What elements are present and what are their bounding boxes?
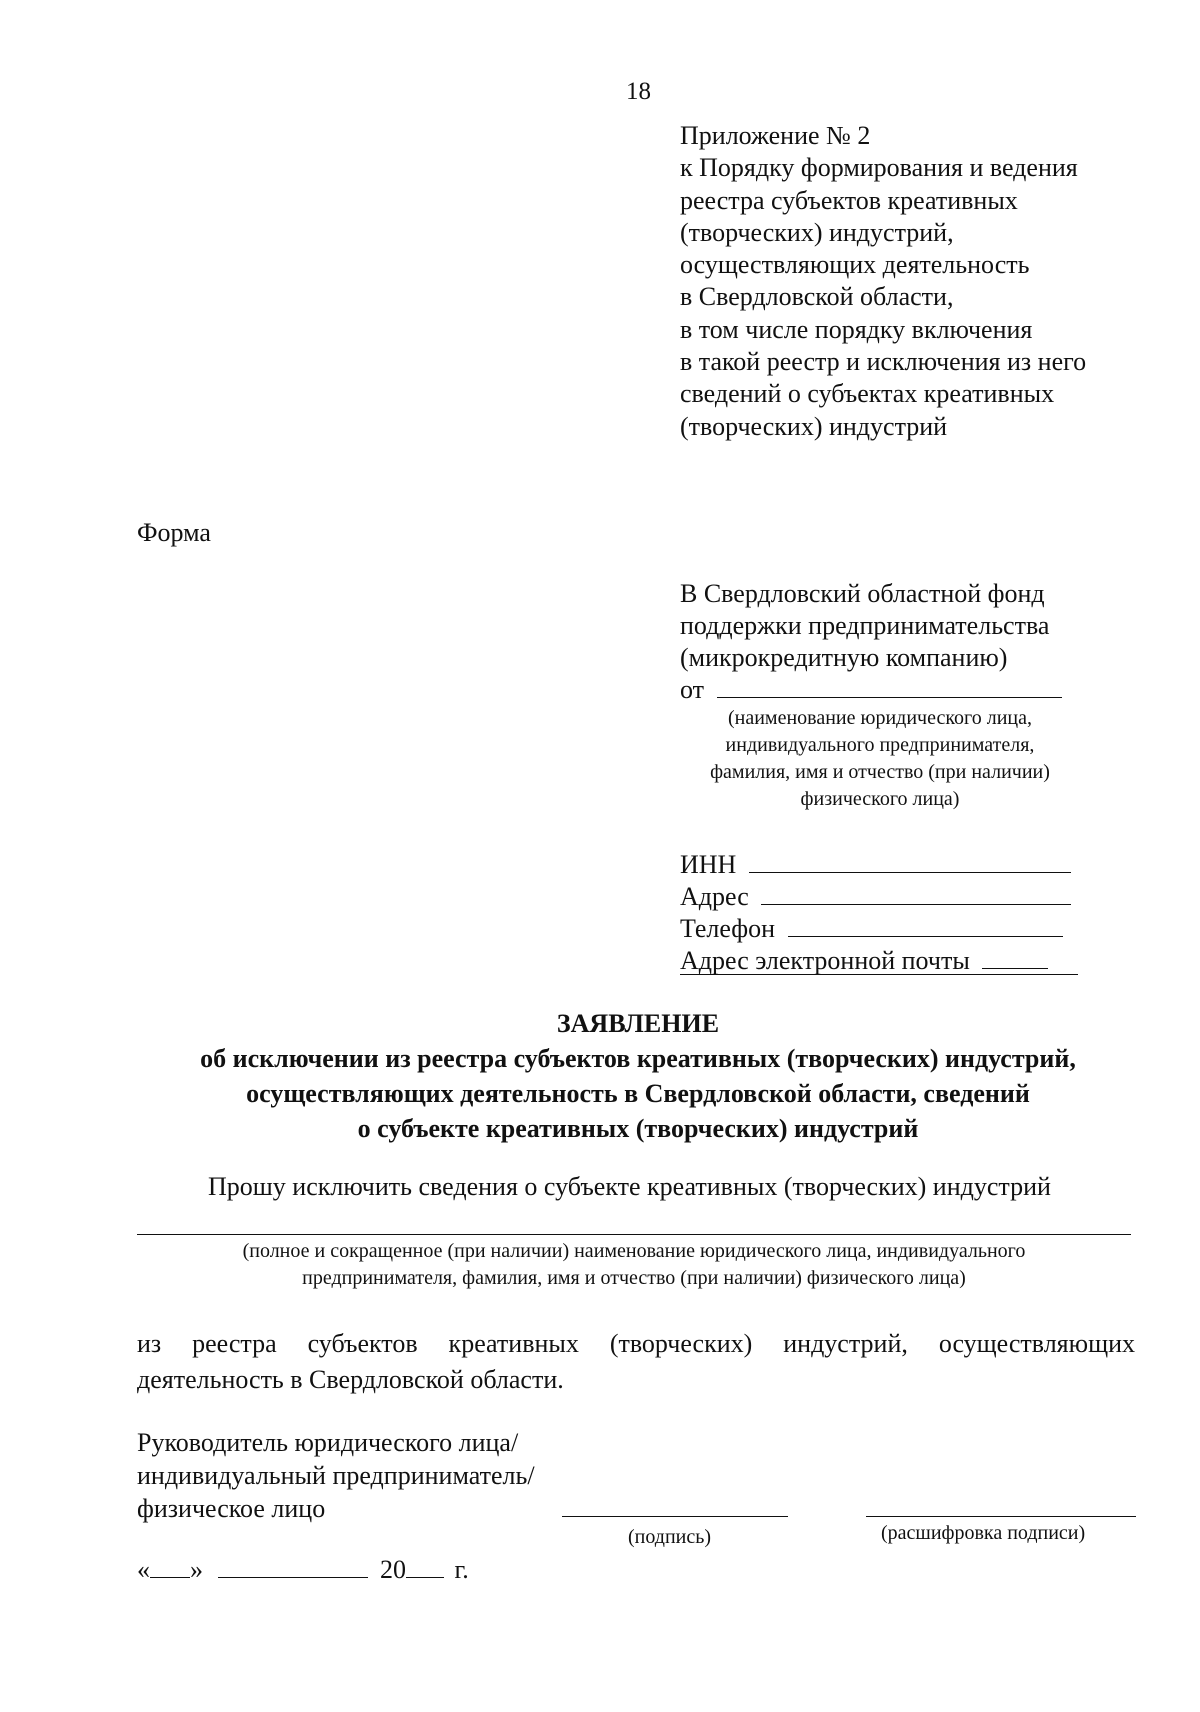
inn-field[interactable] — [749, 850, 1071, 873]
from-note-line: индивидуального предпринимателя, — [725, 734, 1035, 756]
from-note — [680, 705, 1080, 813]
signatory-line: индивидуальный предприниматель/ — [137, 1461, 535, 1490]
phone-field[interactable] — [788, 914, 1063, 937]
phone-label: Телефон — [680, 914, 776, 943]
from-note-line: (наименование юридического лица, — [727, 707, 1033, 729]
annex-line: сведений о субъектах креативных — [680, 379, 1055, 409]
addressee-line: поддержки предпринимательства — [680, 611, 1050, 640]
inn-label: ИНН — [680, 850, 737, 879]
addressee-line: В Свердловский областной фонд — [680, 579, 1045, 608]
email-field[interactable] — [982, 946, 1048, 969]
email-field-continuation[interactable] — [680, 974, 1078, 975]
signature-field[interactable] — [562, 1516, 788, 1517]
title-line: о субъекте креативных (творческих) индустрий — [357, 1114, 919, 1143]
from-field[interactable] — [717, 675, 1062, 698]
form-label: Форма — [137, 518, 211, 547]
address-label: Адрес — [680, 882, 749, 911]
title-line: об исключении из реестра субъектов креативных (творческих) индустрий, — [200, 1044, 1076, 1073]
annex-line: в Свердловской области, — [680, 282, 954, 312]
email-label: Адрес электронной почты — [680, 946, 970, 975]
title-line: осуществляющих деятельность в Свердловской области, сведений — [246, 1079, 1030, 1108]
annex-line: в такой реестр и исключения из него — [680, 347, 1087, 377]
annex-line: реестра субъектов креативных — [680, 185, 1018, 215]
addressee-block — [680, 578, 1062, 706]
annex-line: осуществляющих деятельность — [680, 250, 1030, 280]
address-field[interactable] — [761, 882, 1071, 905]
annex-line: (творческих) индустрий — [680, 411, 948, 441]
title-heading: ЗАЯВЛЕНИЕ — [556, 1009, 720, 1038]
annex-line: (творческих) индустрий, — [680, 217, 954, 247]
date-row — [137, 1555, 469, 1585]
month-field[interactable] — [218, 1555, 368, 1578]
email-row — [680, 946, 1048, 976]
annex-line: к Порядку формирования и ведения — [680, 153, 1078, 183]
subject-name-note-line: (полное и сокращенное (при наличии) наименование юридического лица, индивидуального — [242, 1240, 1026, 1262]
signatory-block — [137, 1426, 535, 1525]
subject-name-note-line: предпринимателя, фамилия, имя и отчество (при наличии) физического лица) — [302, 1267, 966, 1289]
year-prefix: 20 — [380, 1555, 406, 1584]
phone-row — [680, 914, 1063, 944]
year-suffix: г. — [454, 1555, 469, 1584]
subject-name-note — [137, 1238, 1131, 1292]
from-label: от — [680, 675, 705, 704]
signatory-line: физическое лицо — [137, 1494, 326, 1523]
body-paragraph: из реестра субъектов креативных (творческих) индустрий, осуществляющих деятельность в Свердловской области. — [137, 1329, 1135, 1394]
day-field[interactable] — [150, 1555, 190, 1578]
inn-row — [680, 850, 1071, 880]
signatory-line: Руководитель юридического лица/ — [137, 1428, 519, 1457]
signature-decode-field[interactable] — [866, 1516, 1136, 1517]
page-number: 18 — [626, 78, 651, 105]
annex-line: в том числе порядку включения — [680, 314, 1033, 344]
from-note-line: фамилия, имя и отчество (при наличии) — [710, 761, 1050, 783]
date-open-quote: « — [137, 1555, 150, 1584]
annex-line: Приложение № 2 — [680, 121, 871, 150]
year-field[interactable] — [406, 1555, 444, 1578]
annex-header — [680, 120, 1086, 443]
from-row — [680, 674, 1062, 706]
addressee-line: (микрокредитную компанию) — [680, 643, 1008, 672]
date-close-quote: » — [190, 1555, 203, 1584]
request-text: Прошу исключить сведения о субъекте креативных (творческих) индустрий — [208, 1172, 1051, 1201]
from-note-line: физического лица) — [800, 788, 960, 810]
address-row — [680, 882, 1071, 912]
decode-caption: (расшифровка подписи) — [881, 1522, 1086, 1544]
document-title — [0, 1006, 1200, 1146]
subject-name-field[interactable] — [137, 1234, 1131, 1235]
signature-caption: (подпись) — [628, 1526, 712, 1548]
